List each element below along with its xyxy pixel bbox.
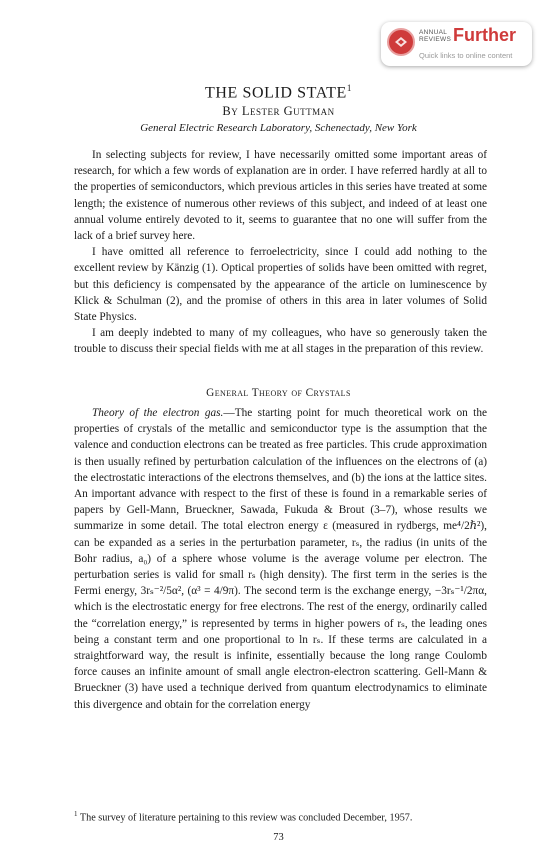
annual-reviews-logo-icon xyxy=(387,28,415,56)
section-heading: General Theory of Crystals xyxy=(206,387,351,399)
affiliation: General Electric Research Laboratory, Schenectady, New York xyxy=(140,122,417,134)
footnote xyxy=(74,810,487,823)
subsection-title: Theory of the electron gas. xyxy=(92,407,224,419)
paragraph xyxy=(74,405,487,713)
footnote-mark: 1 xyxy=(74,810,78,818)
paragraph-body: —The starting point for much theoretical work on the properties of crystals of the metallic and semiconductor type is the assumption that the valence and conduction electrons can be treated as free particles. This crude approximation is then usually refined by perturbation calculation of the influences on the electrons of (a) the electrostatic interactions of the electrons themselves, and (b) the ions at the lattice sites. An important advance with respect to the first of these is found in a remarkable series of papers by Gell-Mann, Brueckner, Sawada, Fukuda & Brout (3–7), whose results we summarize in some detail. The total electron energy ε (measured in rydbergs, me⁴/2ℏ²), can be expanded as a series in the perturbation parameter, rₛ, the radius (in units of the Bohr radius, a₀) of a sphere whose volume is the average volume per electron. The perturbation series is valid for small rₛ (high density). The first term in the series is the Fermi energy, 3rₛ⁻²/5α², (α³ = 4/9π). The second term is the exchange energy, −3rₛ⁻¹/2πα, which is the electrostatic energy for free electrons. The rest of the energy, ordinarily called the “correlation energy,” is represented by terms in higher powers of rₛ, the leading ones being a constant term and one proportional to ln rₛ. If these terms are calculated in a straightforward way, the result is infinite, essentially because the long range Coulomb force causes an infinite amount of small angle electron-electron scattering. Gell-Mann & Brueckner (3) have used a technique derived from quantum electrodynamics to eliminate this divergence and obtain for the correlation energy xyxy=(74,407,487,711)
paragraph: In selecting subjects for review, I have necessarily omitted some important areas of research, for which a few words of explanation are in order. I have referred hardly at all to the properties of semiconductors, which previous articles in this series have treated at some length; the existence of numerous other reviews of this subject, and indeed of at least one annual volume entirely devoted to it, seems to guarantee that no one will suffer from the lack of a brief survey here. xyxy=(74,149,487,243)
paragraph: I have omitted all reference to ferroelectricity, since I could add nothing to the excellent review by Känzig (1). Optical properties of solids have been omitted with regret, but this deficiency is compensated by the appearance of the article on luminescence by Klick & Schulman (2), and the promise of others in this area in later volumes of Solid State Physics. xyxy=(74,246,487,324)
further-badge[interactable] xyxy=(381,22,532,66)
author-line: By Lester Guttman xyxy=(222,104,335,118)
badge-publisher: ANNUAL REVIEWS xyxy=(419,29,452,43)
footnote-text: The survey of literature pertaining to this review was concluded December, 1957. xyxy=(79,812,413,824)
badge-subtitle: Quick links to online content xyxy=(419,51,513,60)
title-footnote-mark: 1 xyxy=(346,83,353,93)
article-title: THE SOLID STATE$^1$ xyxy=(204,83,353,102)
badge-title: Further xyxy=(453,25,516,45)
body-text xyxy=(74,405,487,713)
page-number: 73 xyxy=(273,832,284,843)
paragraph: I am deeply indebted to many of my colleagues, who have so generously taken the trouble to discuss their special fields with me at all stages in the preparation of this review. xyxy=(74,327,487,356)
intro-text xyxy=(74,147,487,358)
